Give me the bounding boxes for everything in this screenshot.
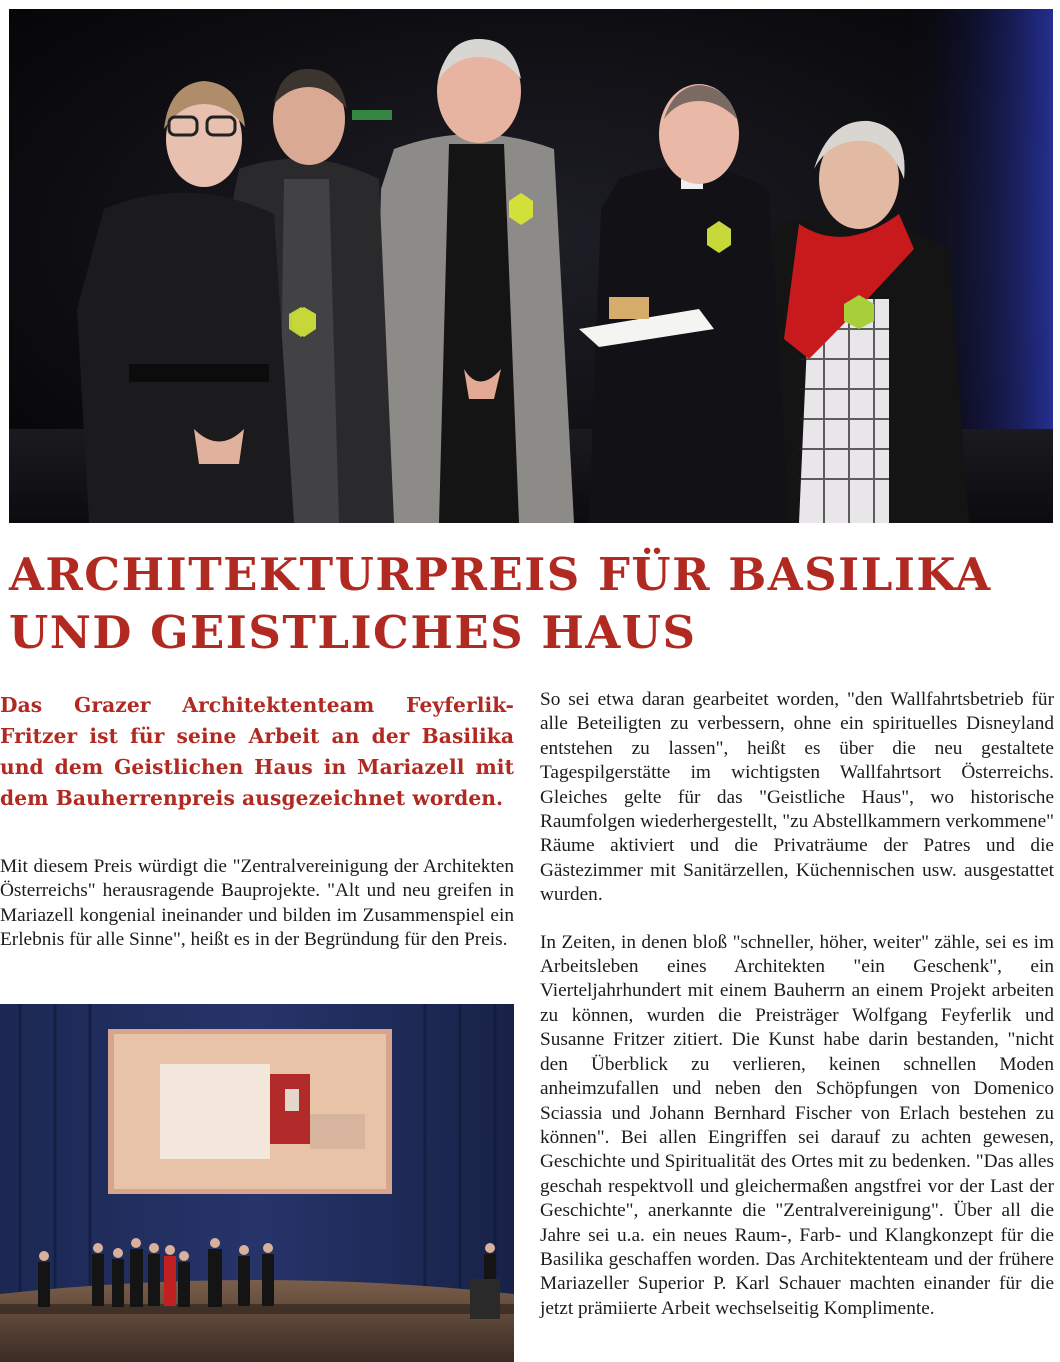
article-headline bbox=[9, 546, 1054, 662]
paragraph-right-2: In Zeiten, in denen bloß "schneller, höher, weiter" zähle, sei es im Arbeitsleben eines Architekten "ein Geschenk", ein Vierteljahrhundert mit einem Bauherrn an einem Projekt arbeiten zu können, wurden die Preisträger Wolfgang Feyferlik und Susanne Fritzer zitiert. Die Kunst habe darin bestanden, "nicht den Überblick zu verlieren, keinen schnellen Moden anheimzufallen und neben den Schöpfungen von Domenico Sciassia und Johann Bernhard Fischer von Erlach bestehen zu können". Bei allen Eingriffen sei darauf zu achten gewesen, Geschichte und Spiritualität des Ortes mit zu bedenken. "Das alles geschah respektvoll und gleichermaßen angstfrei vor der Last der Geschichte", anerkannte die "Zentralvereinigung". Über all die Jahre sei u.a. ein neues Raum-, Farb- und Klangkonzept für die Basilika geschaffen worden. Das Architektenteam und der frühere Mariazeller Superior P. Karl Schauer machten einander für die jetzt prämiierte Arbeit wechselseitig Komplimente. bbox=[540, 931, 1054, 1319]
left-column-body bbox=[0, 855, 514, 953]
headline-line-2: UND GEISTLICHES HAUS bbox=[9, 606, 697, 659]
group-photo bbox=[9, 9, 1053, 523]
ceremony-photo bbox=[0, 1004, 514, 1362]
paragraph-right-1: So sei etwa daran gearbeitet worden, "den Wallfahrtsbetrieb für alle Beteiligten zu verbessern, ohne ein spirituelles Disneyland entstehen zu lassen", heißt es über die neu gestaltete Tagespilgerstätte im wichtigsten Wallfahrtsort Österreichs. Gleiches gelte für das "Geistliche Haus", wo historische Raumfolgen wiederhergestellt, "zu Abstellkammern verkommene" Räume aktiviert und die Privaträume der Patres und die Gästezimmer mit Sanitärzellen, Küchennischen usw. ausgestattet wurden. bbox=[540, 689, 1054, 906]
ceremony-photo-image bbox=[0, 1004, 514, 1362]
paragraph-left-1: Mit diesem Preis würdigt die "Zentralvereinigung der Architekten Österreichs" herausragende Bauprojekte. "Alt und neu greifen in Mariazell kongenial ineinander und bilden im Zusammenspiel ein Erlebnis für alle Sinne", heißt es in der Begründung für den Preis. bbox=[0, 856, 514, 951]
group-photo-image bbox=[9, 9, 1053, 523]
article-lead: Das Grazer Architektenteam Feyferlik-Fritzer ist für seine Arbeit an der Basilika und dem Geistlichen Haus in Mariazell mit dem Bauherrenpreis ausgezeichnet worden. bbox=[0, 693, 514, 810]
right-column-body bbox=[540, 688, 1054, 1321]
headline-line-1: ARCHITEKTURPREIS FÜR BASILIKA bbox=[9, 548, 992, 601]
